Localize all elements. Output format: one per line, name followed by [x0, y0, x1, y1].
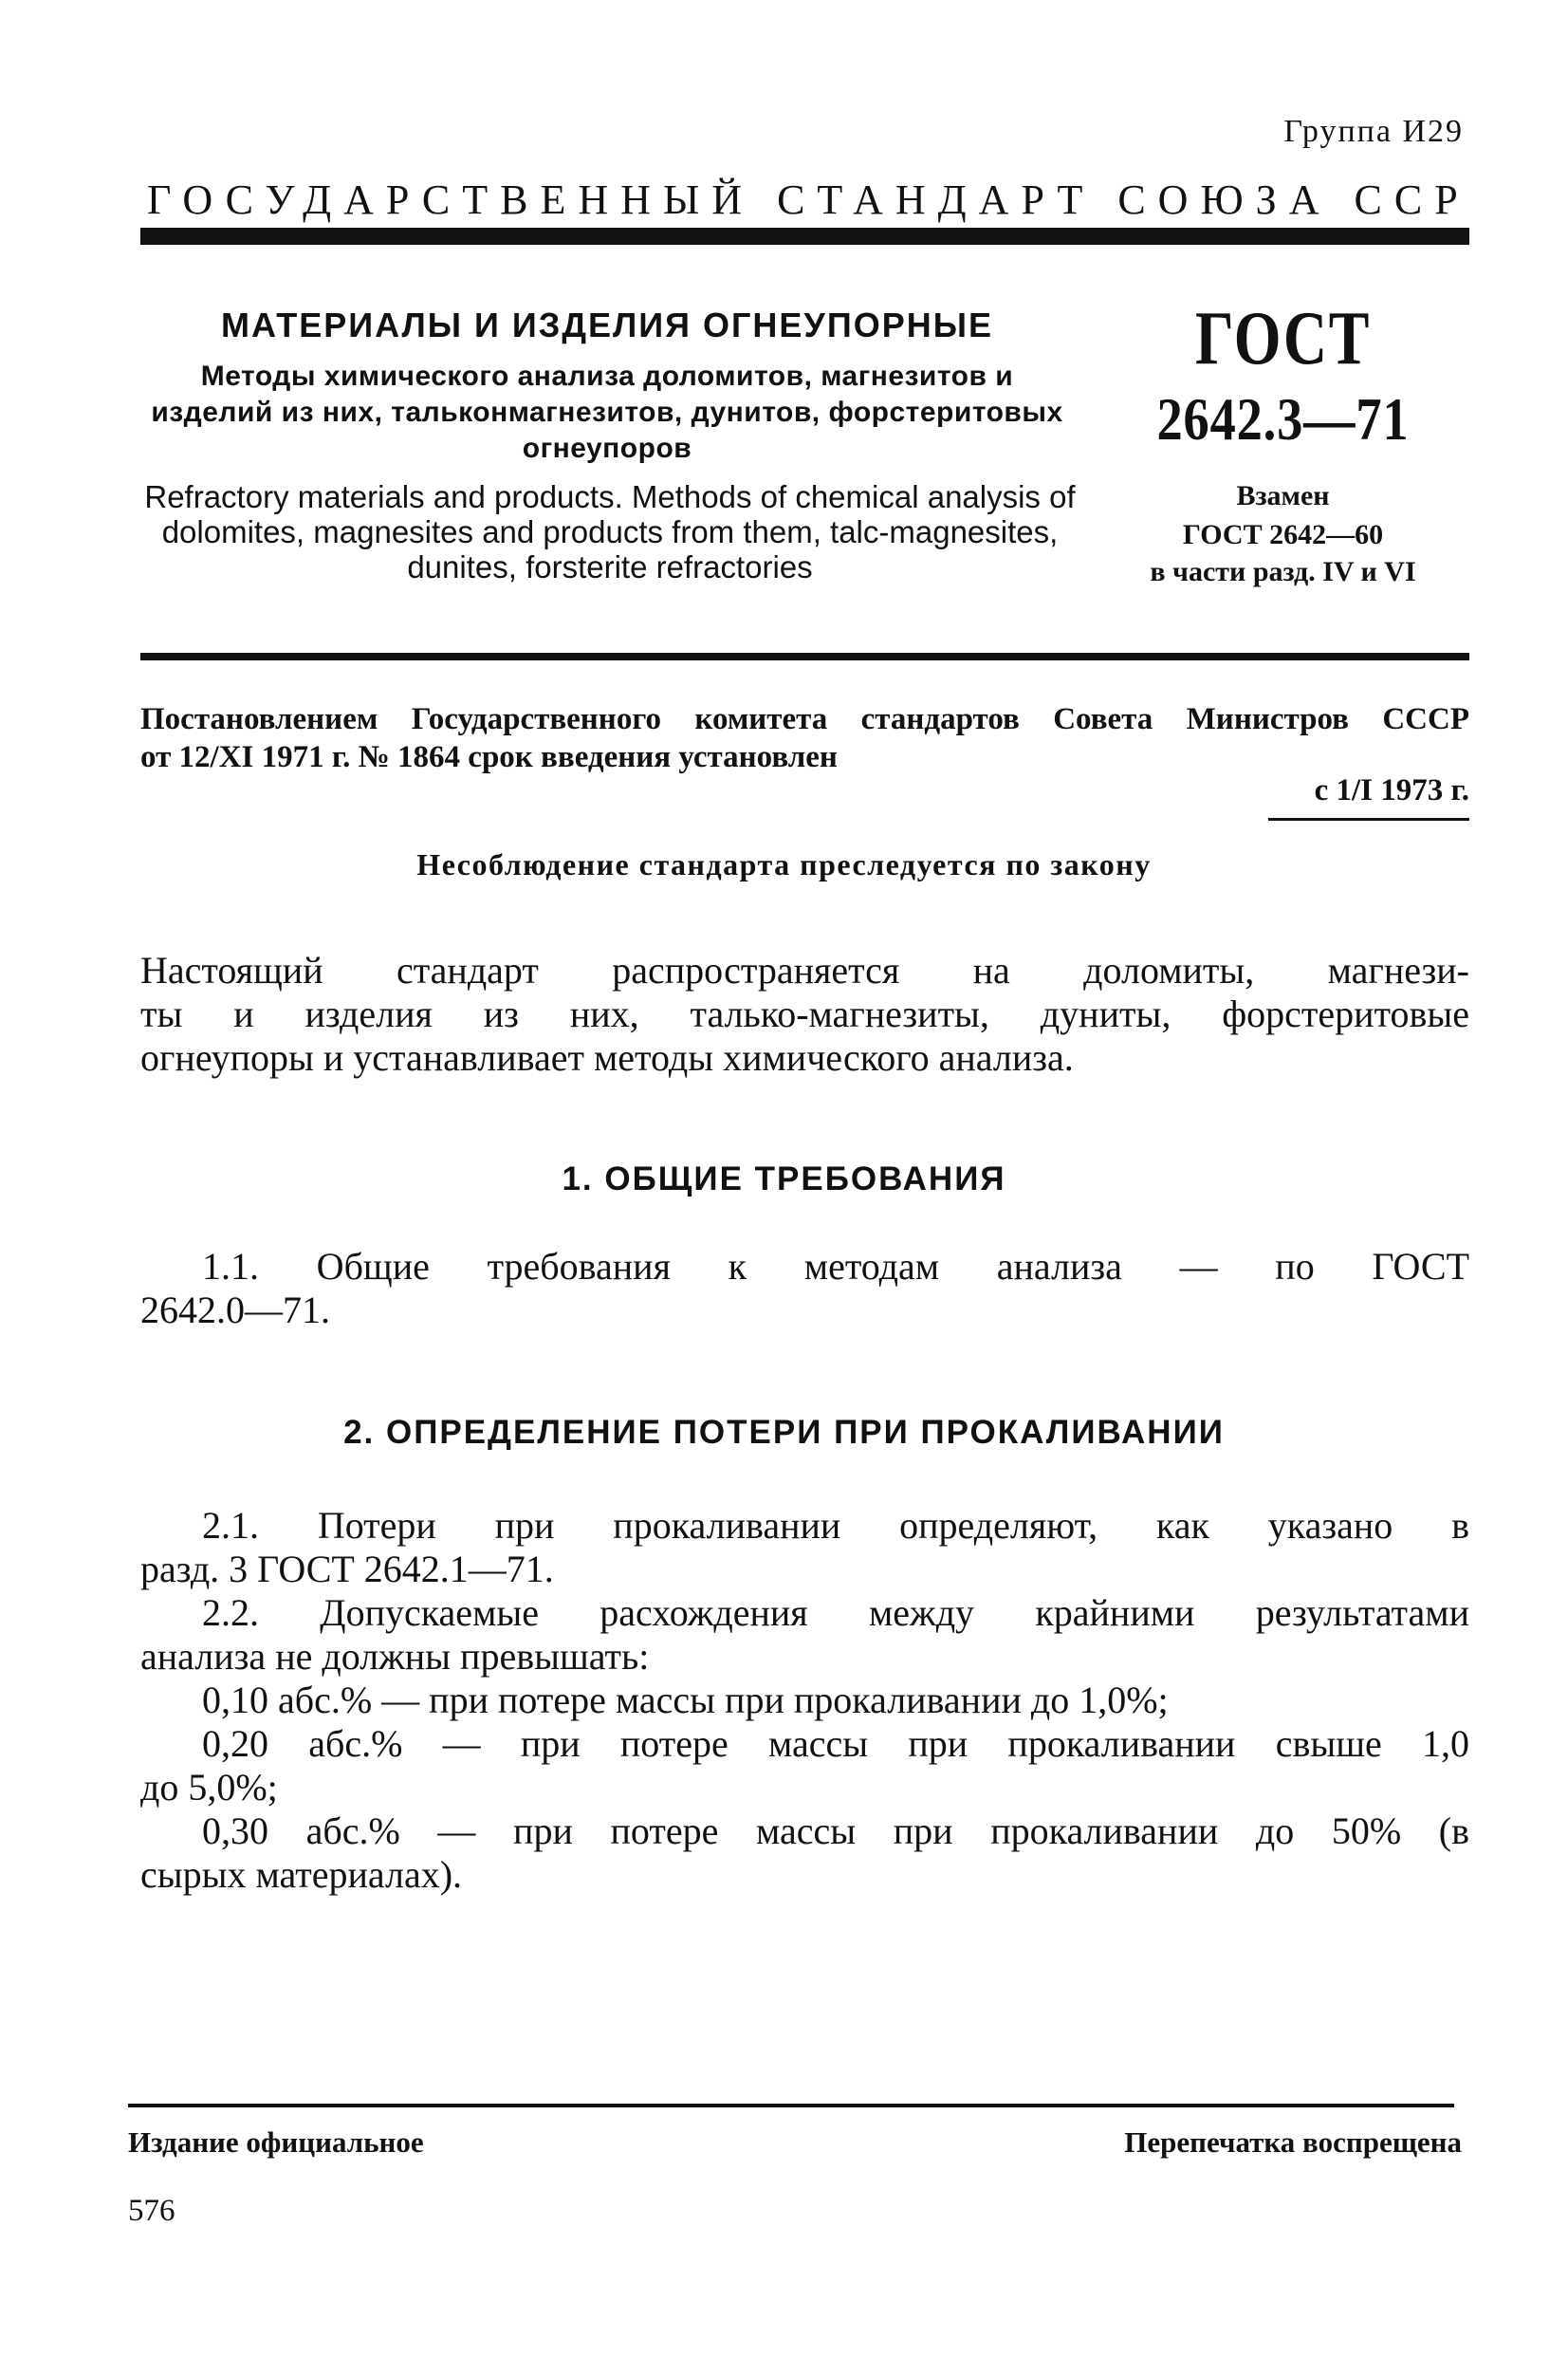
middle-divider [140, 653, 1469, 660]
clause-2-2-line-5: до 5,0%; [140, 1766, 278, 1809]
clause-2-2-line-1: 2.2. Допускаемые расхождения между крайними результатами [202, 1591, 1469, 1634]
group-code: Группа И29 [1283, 114, 1464, 149]
replaces-label: Взамен [1236, 480, 1330, 511]
clause-2-2-line-3: 0,10 абс.% — при потере массы при прокаливании до 1,0%; [202, 1679, 1169, 1721]
section-2-heading: 2. ОПРЕДЕЛЕНИЕ ПОТЕРИ ПРИ ПРОКАЛИВАНИИ [343, 1414, 1225, 1451]
footer-divider [128, 2104, 1454, 2107]
clause-2-2-line-2: анализа не должны превышать: [140, 1635, 650, 1678]
decree-line-2: от 12/XI 1971 г. № 1864 срок введения установлен [140, 740, 838, 774]
page-number: 576 [128, 2194, 175, 2228]
clause-2-2-line-4: 0,20 абс.% — при потере массы при прокаливании свыше 1,0 [202, 1722, 1469, 1765]
replaces-part: в части разд. IV и VI [1150, 556, 1416, 587]
subtitle-russian: Методы химического анализа доломитов, магнезитов и изделий из них, тальконмагнезитов, дунитов, форстеритовых огнеупоров [151, 361, 1063, 464]
intro-line-1: Настоящий стандарт распространяется на доломиты, магнези- [140, 949, 1469, 992]
noncompliance-notice: Несоблюдение стандарта преследуется по закону [416, 847, 1152, 881]
gost-label: ГОСТ [1195, 297, 1371, 380]
decree-line-1: Постановлением Государственного комитета стандартов Совета Министров СССР [140, 702, 1469, 736]
replaces-gost: ГОСТ 2642—60 [1182, 519, 1384, 550]
top-divider [140, 228, 1469, 245]
edition-notice: Издание официальное [128, 2125, 424, 2159]
clause-1-1-line-2: 2642.0—71. [140, 1289, 330, 1331]
clause-2-1-line-2: разд. 3 ГОСТ 2642.1—71. [140, 1548, 554, 1590]
gost-number: 2642.3—71 [1156, 385, 1410, 453]
reprint-notice: Перепечатка воспрещена [1124, 2125, 1462, 2159]
clause-2-2-line-7: сырых материалах). [140, 1853, 463, 1896]
title-russian: МАТЕРИАЛЫ И ИЗДЕЛИЯ ОГНЕУПОРНЫЕ [221, 306, 993, 344]
intro-line-3: огнеупоры и устанавливает методы химического анализа. [140, 1036, 1074, 1079]
date-underline [1268, 818, 1469, 821]
state-standard-heading: ГОСУДАРСТВЕННЫЙ СТАНДАРТ СОЮЗА ССР [147, 176, 1470, 223]
section-1-heading: 1. ОБЩИЕ ТРЕБОВАНИЯ [562, 1160, 1006, 1197]
clause-1-1-line-1: 1.1. Общие требования к методам анализа — по ГОСТ [202, 1245, 1469, 1288]
clause-2-2-line-6: 0,30 абс.% — при потере массы при прокаливании до 50% (в [202, 1809, 1469, 1852]
title-english: Refractory materials and products. Methods of chemical analysis of dolomites, magnesites and products from them, talc-magnesites, dunites, forsterite refractories [144, 479, 1076, 584]
clause-2-1-line-1: 2.1. Потери при прокаливании определяют, как указано в [202, 1504, 1469, 1547]
effective-date: с 1/I 1973 г. [1314, 773, 1469, 807]
intro-line-2: ты и изделия из них, талько-магнезиты, дуниты, форстеритовые [140, 993, 1469, 1035]
